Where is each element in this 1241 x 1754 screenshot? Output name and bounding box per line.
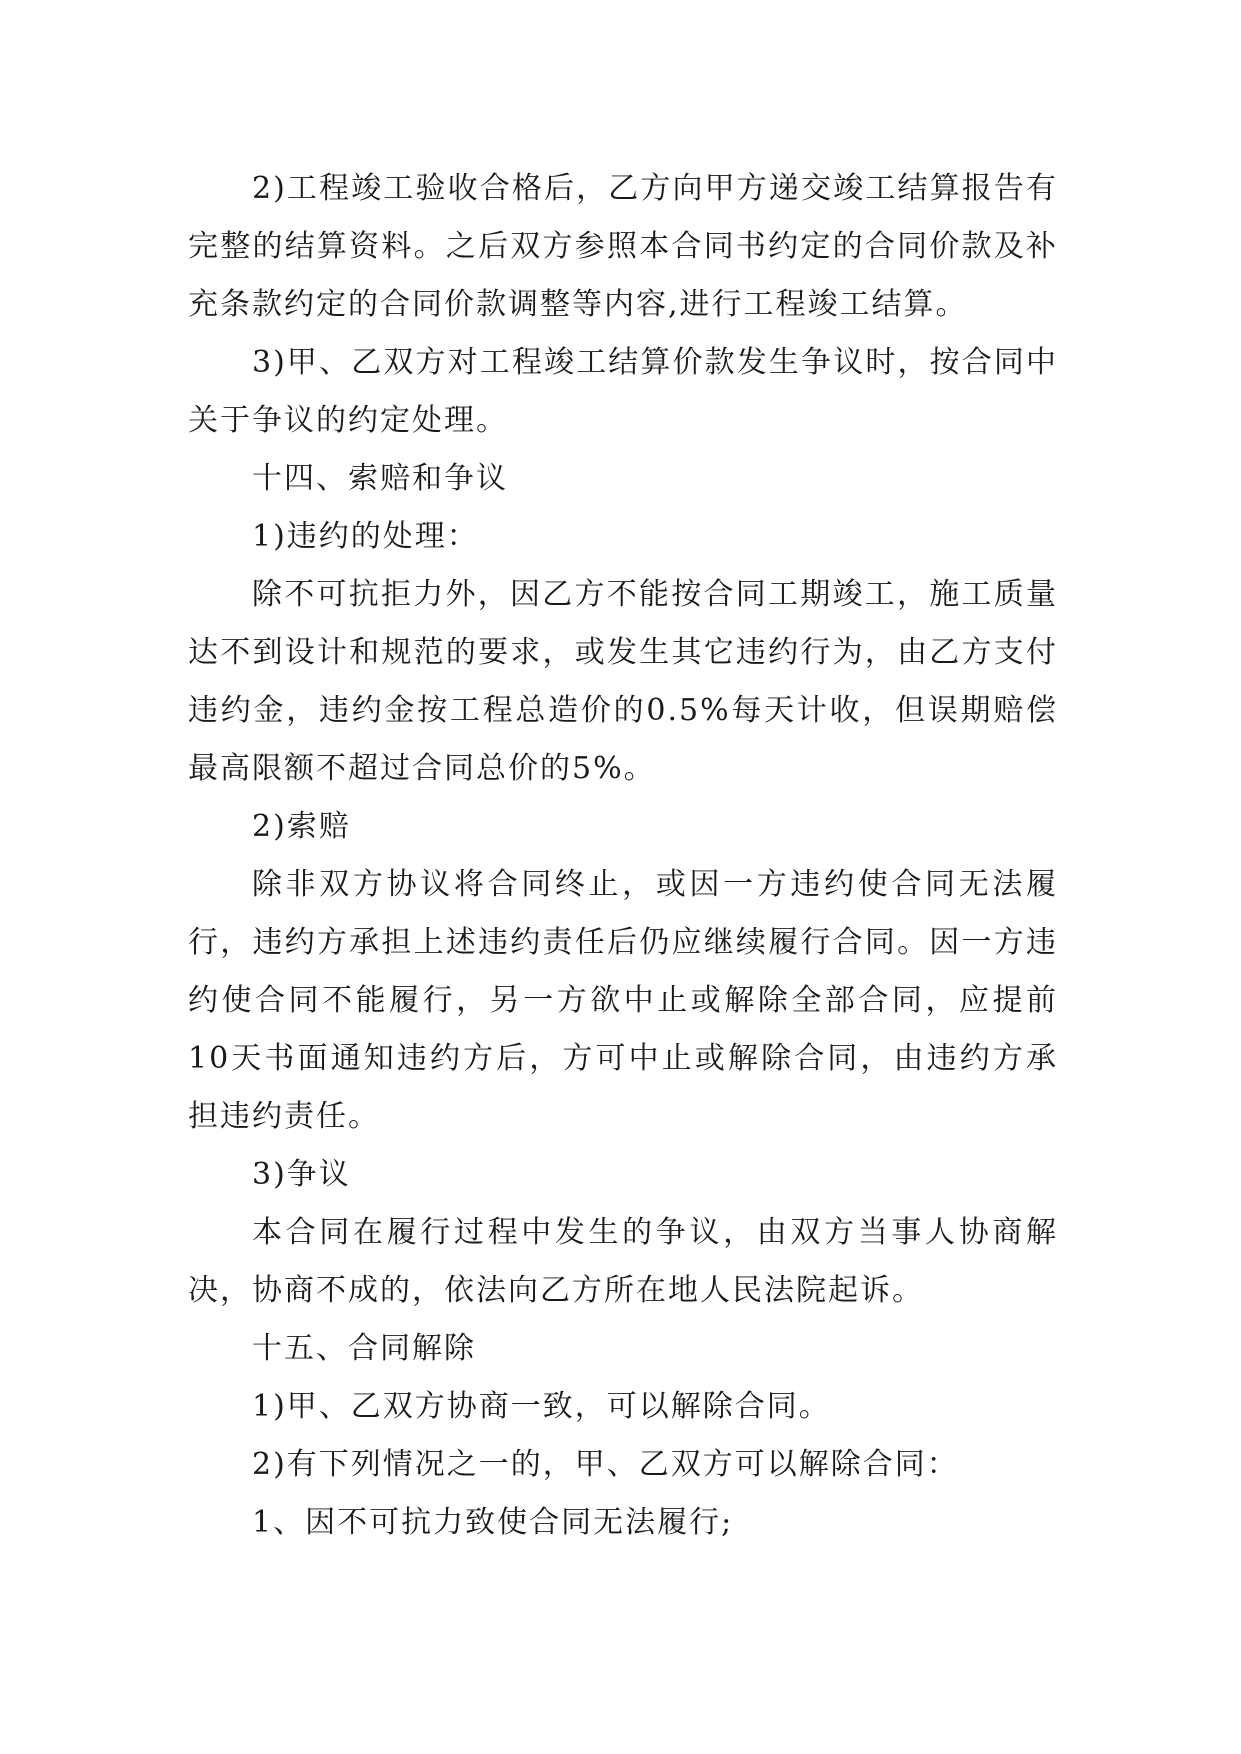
list-item-force-majeure: 1、因不可抗力致使合同无法履行; <box>252 1505 734 1540</box>
paragraph-claims: 除非双方协议将合同终止，或因一方违约使合同无法履行，违约方承担上述违约责任后仍应继续履行合同。因一方违约使合同不能履行，另一方欲中止或解除全部合同，应提前10天书面通知违约方后，方可中止或解除合同，由违约方承担违约责任。 <box>188 867 1058 1134</box>
paragraph-settlement-dispute: 3)甲、乙双方对工程竣工结算价款发生争议时，按合同中关于争议的约定处理。 <box>188 345 1058 438</box>
document-body <box>188 160 1058 1552</box>
paragraph-termination-conditions: 2)有下列情况之一的，甲、乙双方可以解除合同： <box>252 1447 959 1482</box>
section-heading-claims-disputes: 十四、索赔和争议 <box>252 461 508 496</box>
subheading-claims: 2)索赔 <box>252 809 351 844</box>
section-heading-termination: 十五、合同解除 <box>252 1331 476 1366</box>
subheading-disputes: 3)争议 <box>252 1157 351 1192</box>
paragraph-settlement-report: 2)工程竣工验收合格后，乙方向甲方递交竣工结算报告有完整的结算资料。之后双方参照本合同书约定的合同价款及补充条款约定的合同价款调整等内容,进行工程竣工结算。 <box>188 171 1058 322</box>
paragraph-mutual-termination: 1)甲、乙双方协商一致，可以解除合同。 <box>252 1389 831 1424</box>
paragraph-disputes: 本合同在履行过程中发生的争议，由双方当事人协商解决，协商不成的，依法向乙方所在地人民法院起诉。 <box>188 1215 1058 1308</box>
paragraph-breach-penalty: 除不可抗拒力外，因乙方不能按合同工期竣工，施工质量达不到设计和规范的要求，或发生其它违约行为，由乙方支付违约金，违约金按工程总造价的0.5%每天计收，但误期赔偿最高限额不超过合同总价的5%。 <box>188 577 1058 786</box>
subheading-breach-handling: 1)违约的处理： <box>252 519 479 554</box>
